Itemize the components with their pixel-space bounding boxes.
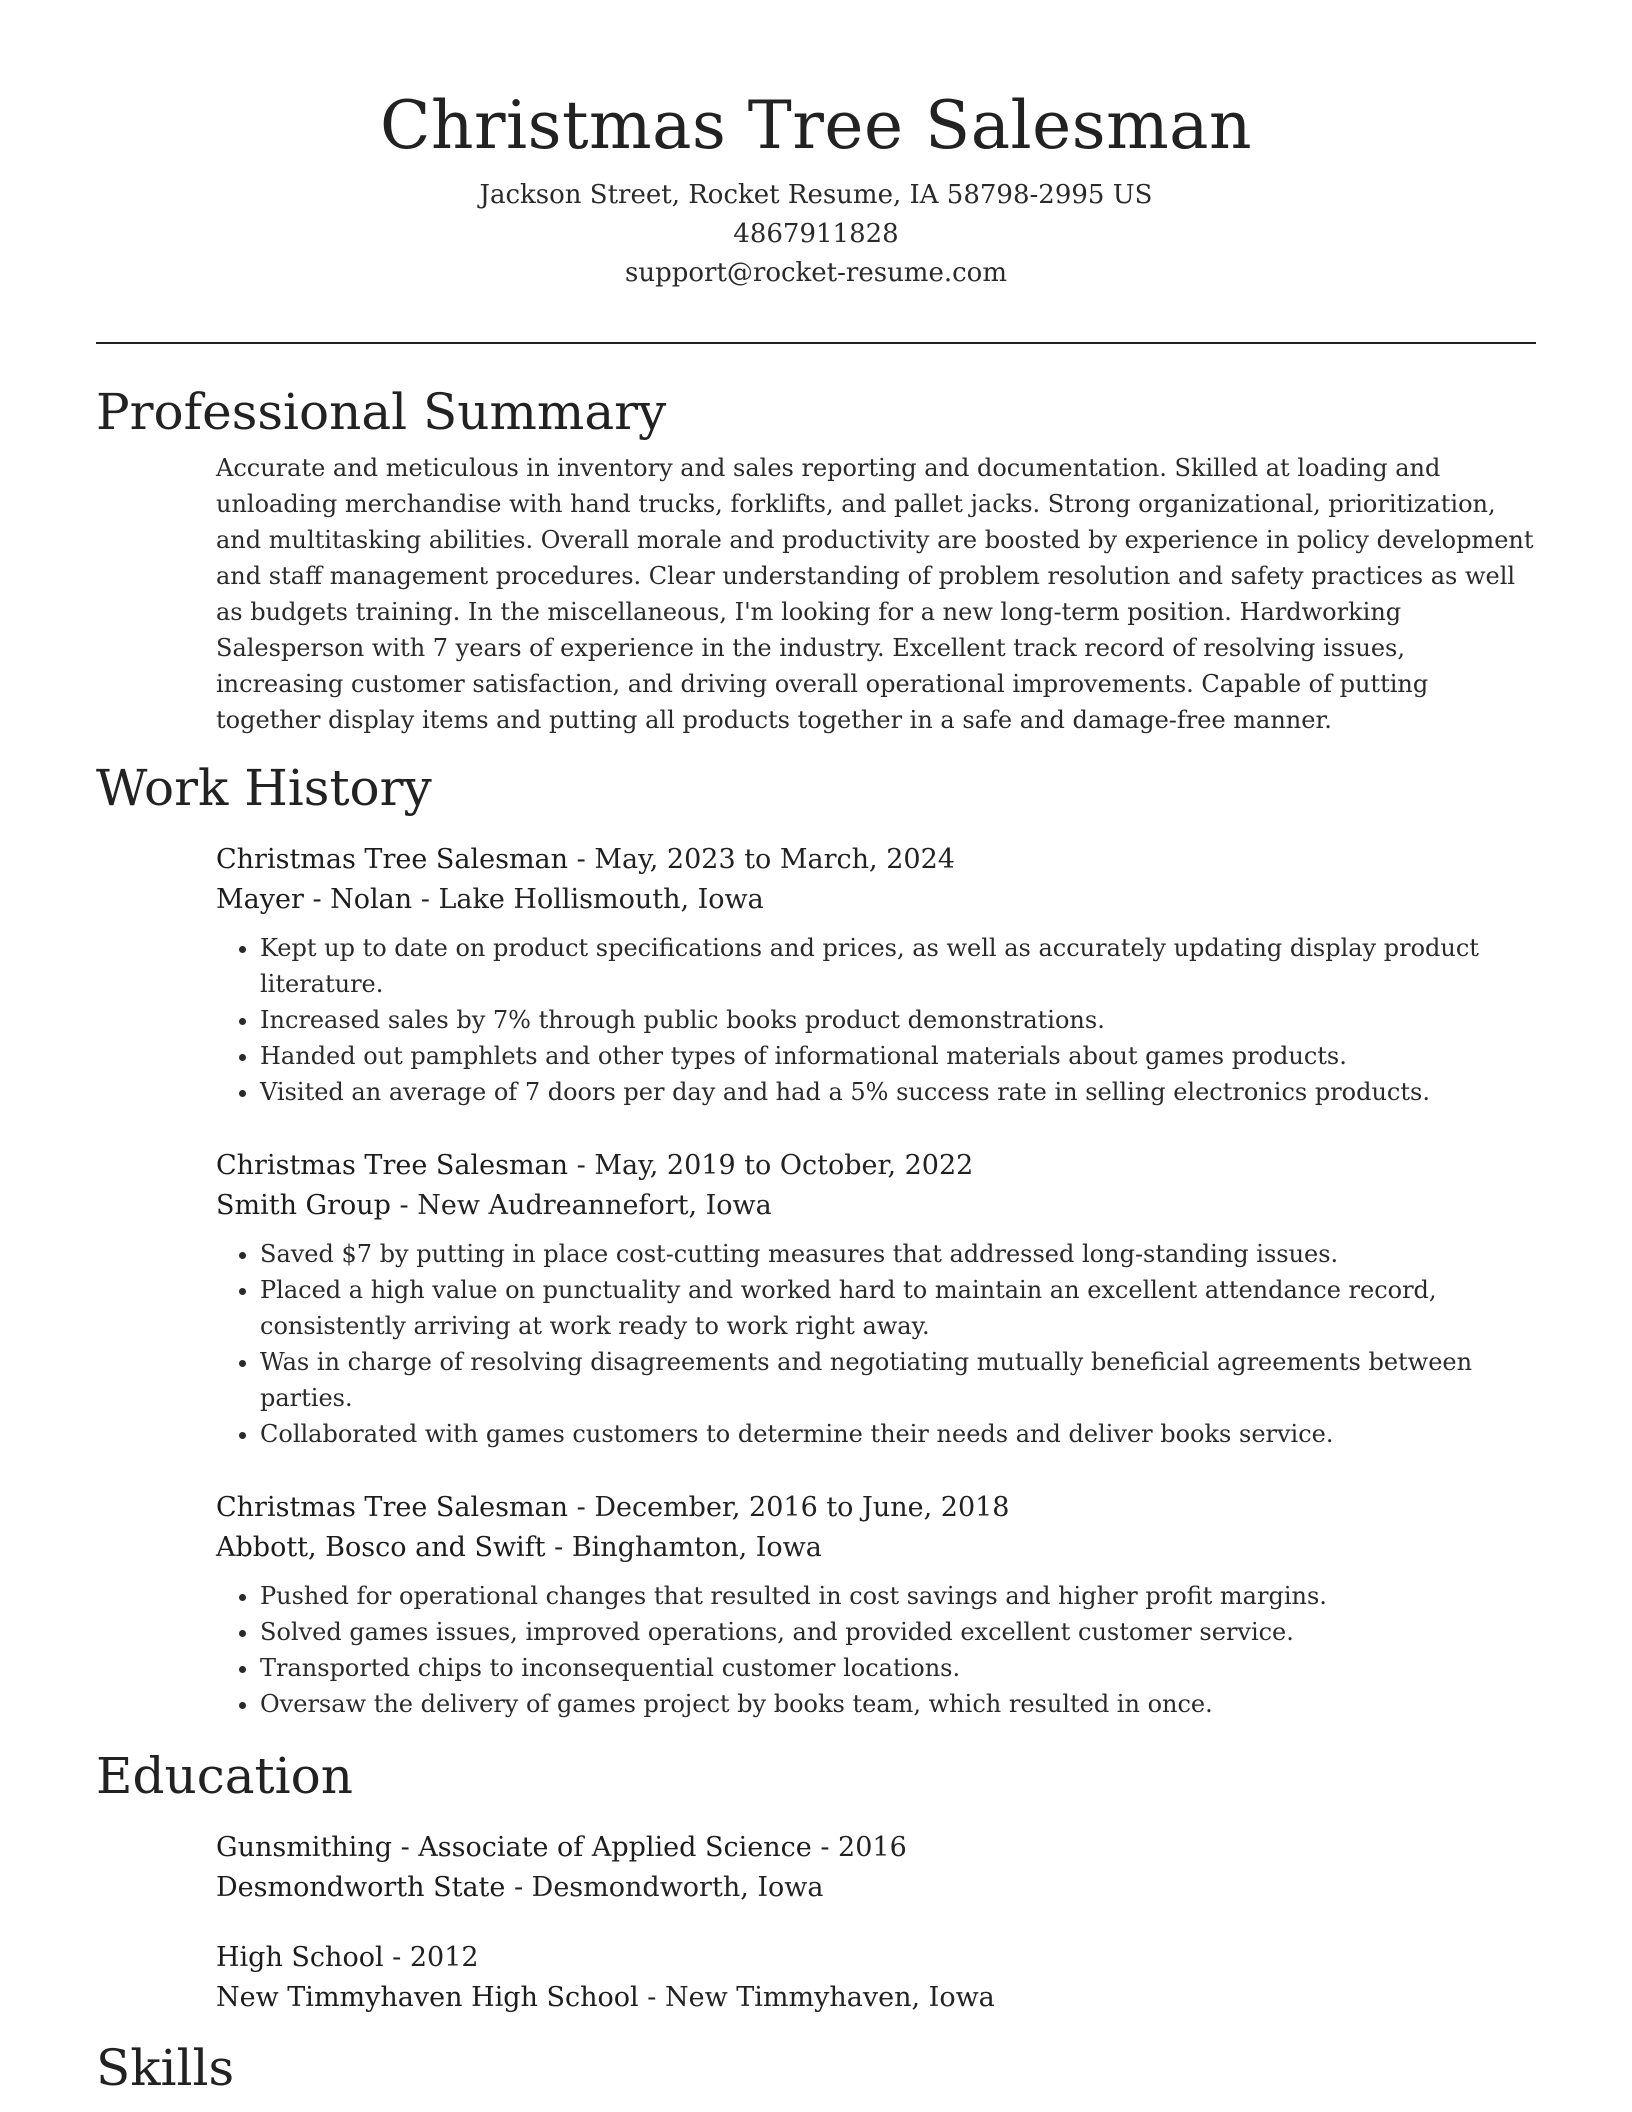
job-bullet: • Kept up to date on product specifications and prices, as well as accurately updating display product literature. xyxy=(260,930,1536,1002)
job-bullet: • Transported chips to inconsequential customer locations. xyxy=(260,1650,1536,1686)
job-bullet: • Saved $7 by putting in place cost-cutting measures that addressed long-standing issues. xyxy=(260,1236,1536,1272)
job-bullet: • Pushed for operational changes that resulted in cost savings and higher profit margins. xyxy=(260,1578,1536,1614)
summary-text: Accurate and meticulous in inventory and sales reporting and documentation. Skilled at loading and unloading merchandise with hand trucks, forklifts, and pallet jacks. Strong organizational, prioritization, and multitasking abilities. Overall morale and productivity are boosted by experience in policy development and staff management procedures. Clear understanding of problem resolution and safety practices as well as budgets training. In the miscellaneous, I'm looking for a new long-term position. Hardworking Salesperson with 7 years of experience in the industry. Excellent track record of resolving issues, increasing customer satisfaction, and driving overall operational improvements. Capable of putting together display items and putting all products together in a safe and damage-free manner. xyxy=(216,454,1534,734)
job-bullet: • Oversaw the delivery of games project by books team, which resulted in once. xyxy=(260,1686,1536,1722)
graduation-year: - 2012 xyxy=(383,1942,479,1973)
graduation-year: - 2016 xyxy=(811,1832,907,1863)
job-heading xyxy=(216,840,1536,880)
skills-section-title: Skills xyxy=(96,2039,235,2097)
education-section-title: Education xyxy=(96,1747,353,1805)
employer-heading xyxy=(216,880,1536,920)
job-bullet: • Increased sales by 7% through public books product demonstrations. xyxy=(260,1002,1536,1038)
phone: 4867911828 xyxy=(733,219,899,249)
job-title: Christmas Tree Salesman xyxy=(216,1150,569,1181)
employer-heading xyxy=(216,1186,1536,1226)
job-entry xyxy=(216,840,1536,1110)
job-entry xyxy=(216,1146,1536,1452)
summary-section xyxy=(216,450,1536,738)
employer-name: Smith Group xyxy=(216,1190,391,1221)
degree-heading xyxy=(216,1938,1536,1978)
resume-content xyxy=(96,380,1536,2100)
degree-heading xyxy=(216,1828,1536,1868)
job-dates: - December, 2016 to June, 2018 xyxy=(568,1492,1010,1523)
job-title: Christmas Tree Salesman xyxy=(216,1492,569,1523)
degree: High School xyxy=(216,1942,384,1973)
job-bullet: • Was in charge of resolving disagreements and negotiating mutually beneficial agreements between parties. xyxy=(260,1344,1536,1416)
email: support@rocket-resume.com xyxy=(624,258,1007,288)
school-name: New Timmyhaven High School xyxy=(216,1982,639,2013)
job-heading xyxy=(216,1488,1536,1528)
job-bullets xyxy=(216,930,1536,1110)
job-entry xyxy=(216,1488,1536,1722)
employer-location: - New Audreannefort, Iowa xyxy=(390,1190,772,1221)
job-dates: - May, 2019 to October, 2022 xyxy=(568,1150,974,1181)
work-history-section-title: Work History xyxy=(96,759,432,817)
education-entry xyxy=(216,1828,1536,1908)
employer-name: Abbott, Bosco and Swift xyxy=(216,1532,546,1563)
job-bullets xyxy=(216,1578,1536,1722)
education-section xyxy=(216,1828,1536,2018)
address: Jackson Street, Rocket Resume, IA 58798-2995 US xyxy=(479,180,1153,210)
job-dates: - May, 2023 to March, 2024 xyxy=(568,844,955,875)
degree: Gunsmithing - Associate of Applied Science xyxy=(216,1832,812,1863)
school-heading xyxy=(216,1978,1536,2018)
job-bullet: • Collaborated with games customers to determine their needs and deliver books service. xyxy=(260,1416,1536,1452)
education-entry xyxy=(216,1938,1536,2018)
work-history-section xyxy=(216,840,1536,1722)
job-heading xyxy=(216,1146,1536,1186)
job-bullets xyxy=(216,1236,1536,1452)
employer-heading xyxy=(216,1528,1536,1568)
employer-location: - Binghamton, Iowa xyxy=(545,1532,822,1563)
school-location: - Desmondworth, Iowa xyxy=(505,1872,824,1903)
job-bullet: • Placed a high value on punctuality and worked hard to maintain an excellent attendance record, consistently arriving at work ready to work right away. xyxy=(260,1272,1536,1344)
summary-section-title: Professional Summary xyxy=(96,383,667,441)
header-divider xyxy=(96,342,1536,344)
resume-header xyxy=(0,0,1632,293)
employer-location: - Lake Hollismouth, Iowa xyxy=(412,884,764,915)
job-bullet: • Handed out pamphlets and other types of informational materials about games products. xyxy=(260,1038,1536,1074)
job-bullet: • Visited an average of 7 doors per day and had a 5% success rate in selling electronics products. xyxy=(260,1074,1536,1110)
school-location: - New Timmyhaven, Iowa xyxy=(638,1982,995,2013)
job-bullet: • Solved games issues, improved operations, and provided excellent customer service. xyxy=(260,1614,1536,1650)
school-name: Desmondworth State xyxy=(216,1872,506,1903)
school-heading xyxy=(216,1868,1536,1908)
employer-name: Mayer - Nolan xyxy=(216,884,413,915)
contact-info xyxy=(0,176,1632,293)
candidate-name: Christmas Tree Salesman xyxy=(379,87,1253,164)
job-title: Christmas Tree Salesman xyxy=(216,844,569,875)
